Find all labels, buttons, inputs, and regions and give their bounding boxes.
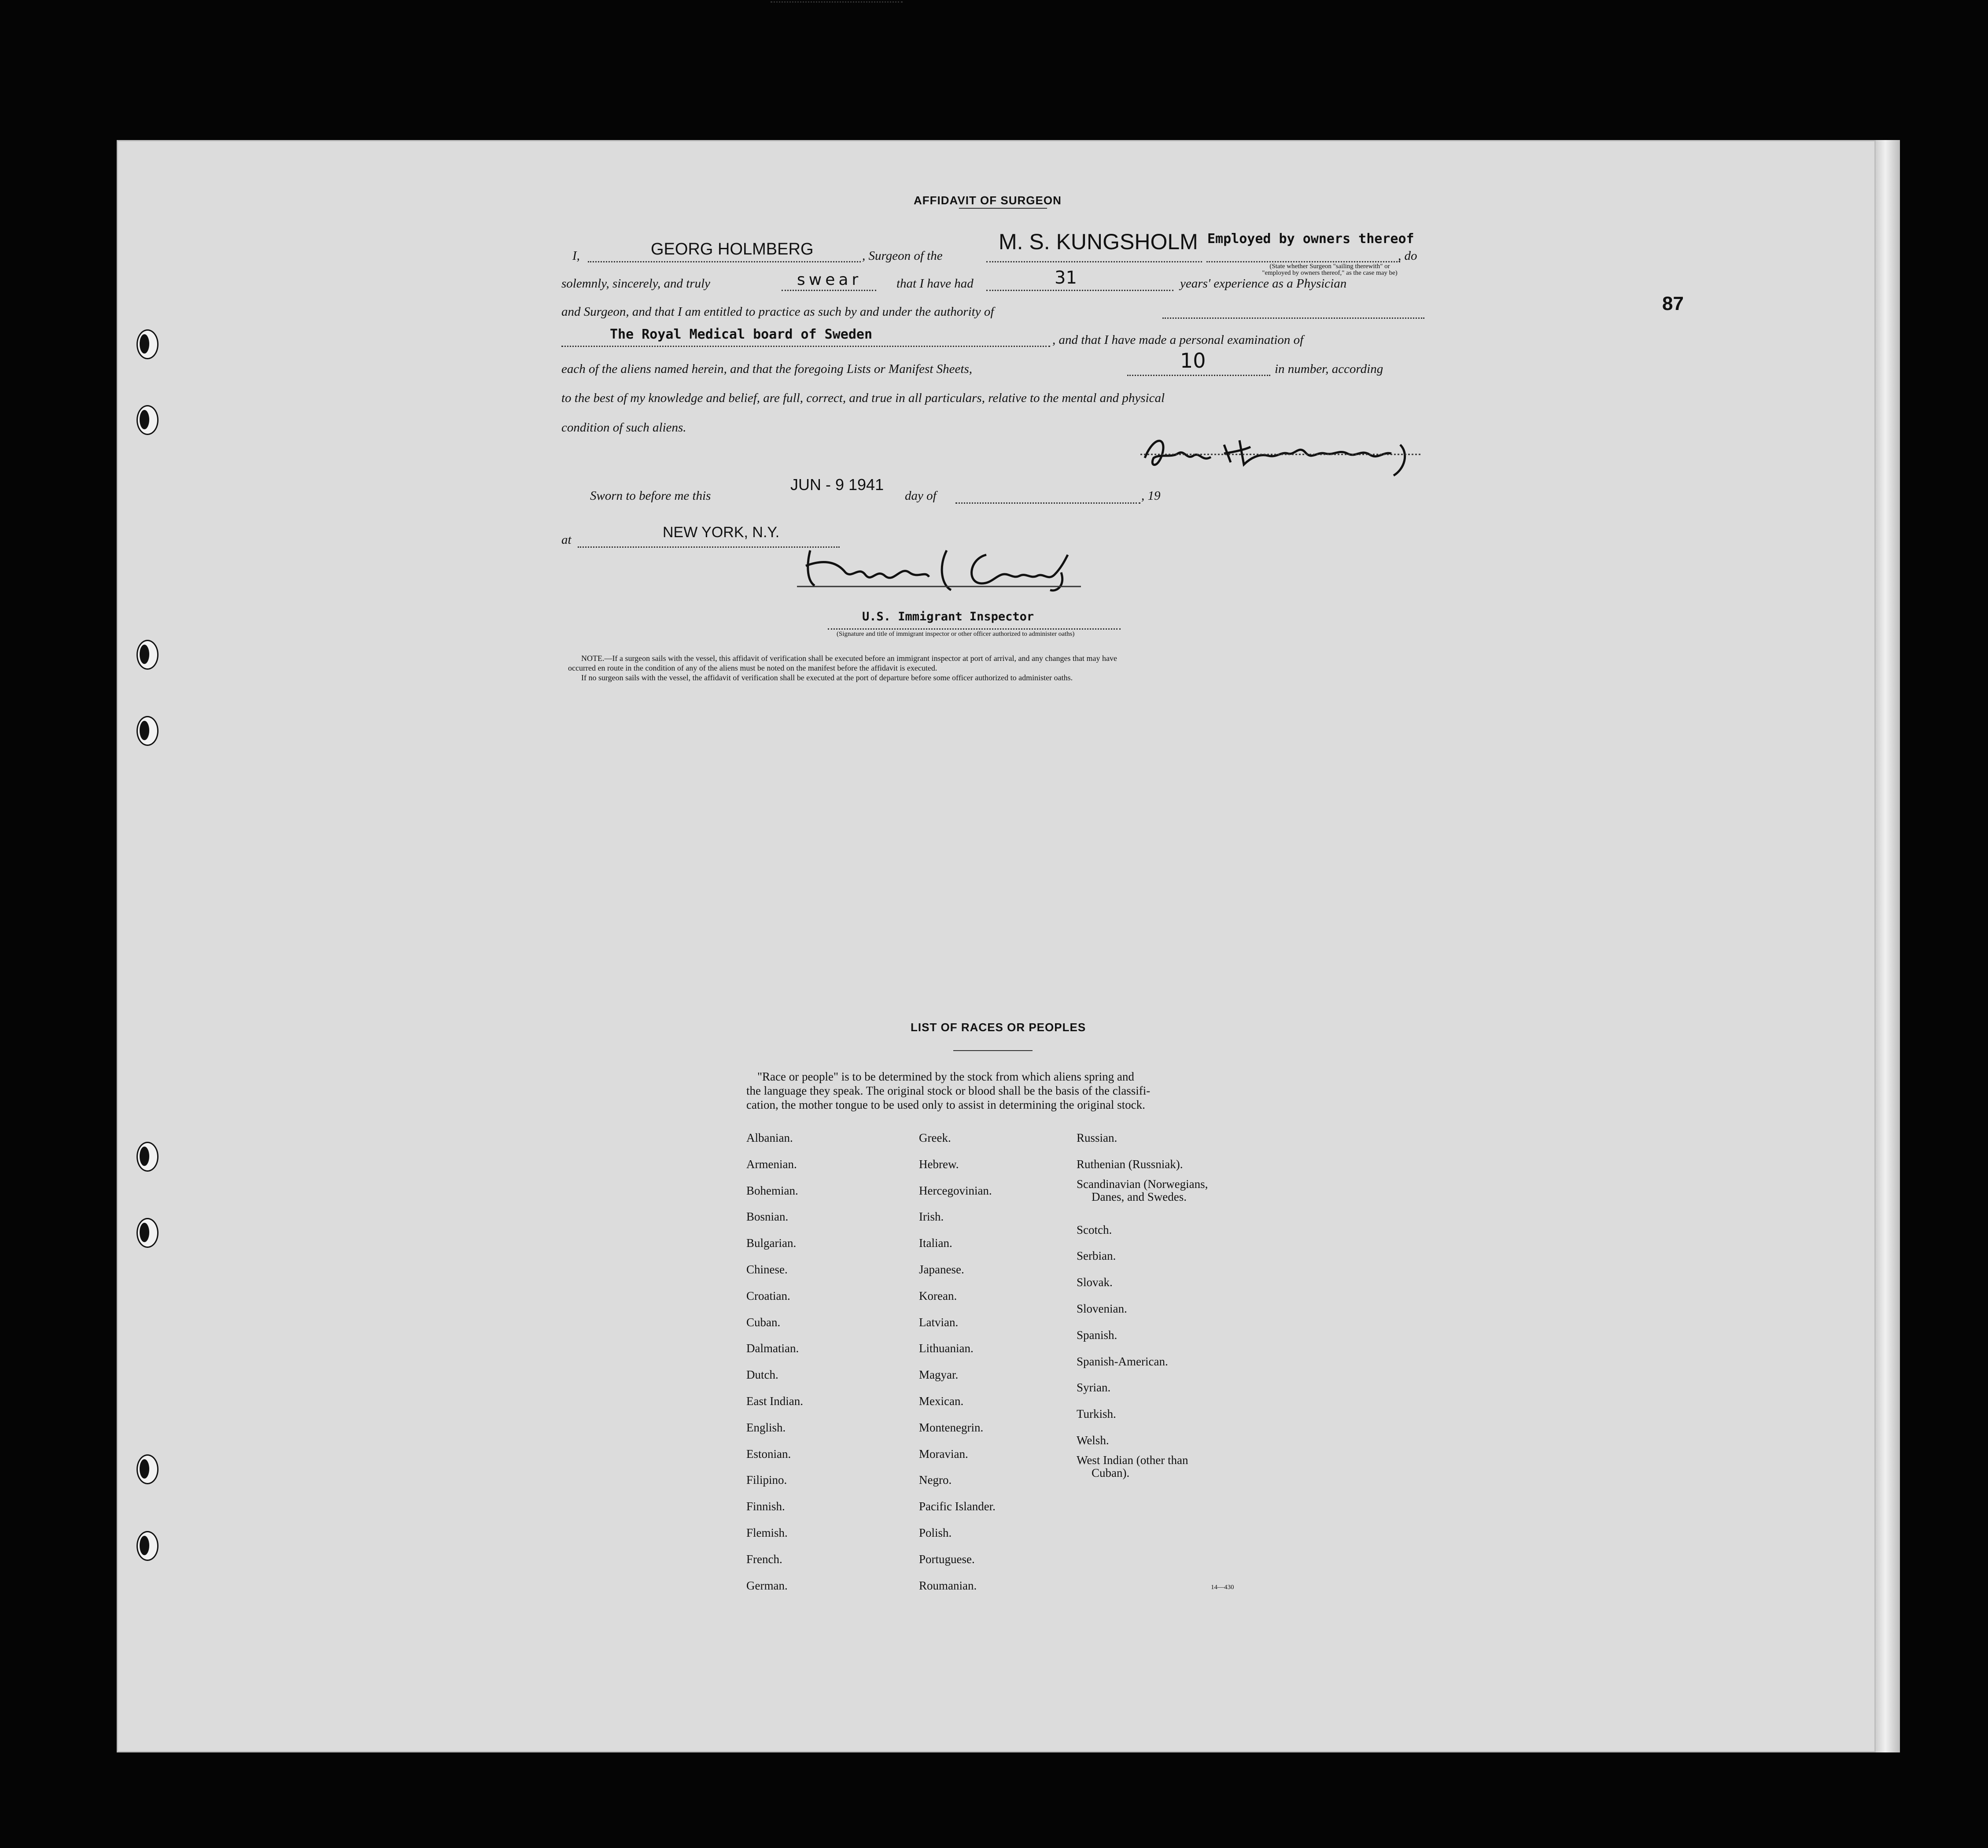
race-item: Portuguese. — [919, 1552, 975, 1566]
races-intro-line-1: "Race or people" is to be determined by the stock from which aliens spring and — [757, 1070, 1134, 1083]
sheet-count: 10 — [1180, 349, 1206, 373]
note-line-3: If no surgeon sails with the vessel, the affidavit of verification shall be executed at the port of departure before some officer authorized to administer oaths. — [581, 673, 1073, 682]
sworn-label: Sworn to before me this — [590, 489, 711, 503]
i-label: I, — [572, 249, 580, 263]
authority-value: The Royal Medical board of Sweden — [610, 327, 873, 342]
month-line — [955, 501, 1140, 504]
races-column-2 — [919, 1125, 996, 1599]
races-intro-line-2: the language they speak. The original stock or blood shall be the basis of the classifi- — [746, 1084, 1151, 1097]
race-item: Irish. — [919, 1210, 944, 1224]
race-item: Japanese. — [919, 1262, 964, 1276]
races-title: LIST OF RACES OR PEOPLES — [911, 1021, 1086, 1034]
surgeon-name: GEORG HOLMBERG — [651, 240, 814, 258]
do-label: , do — [1398, 249, 1417, 263]
line5-start: each of the aliens named herein, and that the foregoing Lists or Manifest Sheets, — [561, 362, 972, 376]
race-item: English. — [746, 1420, 786, 1434]
race-item: Magyar. — [919, 1368, 959, 1382]
location-value: NEW YORK, N.Y. — [663, 524, 780, 541]
race-item: Filipino. — [746, 1473, 787, 1487]
race-item: Cuban. — [746, 1315, 781, 1329]
race-item: Pacific Islander. — [919, 1500, 996, 1513]
punch-hole — [136, 1142, 159, 1172]
line4-end: , and that I have made a personal examination of — [1052, 333, 1304, 347]
line7: condition of such aliens. — [561, 421, 686, 435]
race-item: Roumanian. — [919, 1579, 977, 1592]
race-item: Korean. — [919, 1289, 957, 1302]
races-column-3 — [1077, 1125, 1208, 1479]
punch-hole — [136, 329, 159, 359]
race-item: Finnish. — [746, 1500, 785, 1513]
punch-hole — [136, 716, 159, 746]
race-item: Italian. — [919, 1236, 952, 1250]
sheet-edge — [1876, 140, 1900, 1752]
inspector-title: U.S. Immigrant Inspector — [862, 610, 1034, 623]
race-item: French. — [746, 1552, 782, 1566]
surgeon-signature — [1136, 427, 1427, 480]
punch-hole — [136, 640, 159, 670]
race-item: Welsh. — [1077, 1433, 1109, 1447]
race-item: Flemish. — [746, 1526, 788, 1539]
race-item: Estonian. — [746, 1447, 791, 1461]
surgeon-of-label: , Surgeon of the — [862, 249, 943, 263]
race-item: Syrian. — [1077, 1381, 1111, 1394]
inspector-line — [828, 627, 1121, 630]
race-item — [1077, 1178, 1208, 1217]
authority-line-2 — [561, 344, 1050, 347]
race-item: Bosnian. — [746, 1210, 789, 1224]
inspector-signature — [797, 542, 1083, 594]
line6: to the best of my knowledge and belief, are full, correct, and true in all particulars, relative to the mental and physical — [561, 391, 1165, 405]
race-item: Dalmatian. — [746, 1342, 799, 1355]
punch-hole — [136, 1218, 159, 1248]
race-item-text: West Indian (other than — [1077, 1453, 1188, 1467]
race-item: Moravian. — [919, 1447, 968, 1461]
race-item: Russian. — [1077, 1131, 1118, 1144]
race-item: Latvian. — [919, 1315, 959, 1329]
line5-end: in number, according — [1275, 362, 1383, 376]
at-label: at — [561, 533, 572, 547]
sheets-line — [1127, 373, 1270, 376]
race-item: Mexican. — [919, 1394, 964, 1408]
vessel-name: M. S. KUNGSHOLM — [999, 229, 1198, 254]
inspector-hint: (Signature and title of immigrant inspector or other officer authorized to administer oaths) — [837, 631, 1075, 638]
race-item: Hebrew. — [919, 1157, 959, 1171]
punch-hole — [136, 405, 159, 435]
race-item: Lithuanian. — [919, 1342, 974, 1355]
line2-mid: that I have had — [896, 277, 974, 291]
race-item: Bulgarian. — [746, 1236, 797, 1250]
race-item: Bohemian. — [746, 1184, 798, 1197]
vessel-line — [986, 260, 1202, 262]
sworn-date-line — [771, 0, 903, 3]
race-item — [1077, 1454, 1208, 1479]
sworn-date: JUN - 9 1941 — [790, 476, 884, 494]
races-column-1 — [746, 1125, 803, 1599]
races-title-rule — [953, 1050, 1033, 1051]
race-item: Spanish-American. — [1077, 1354, 1168, 1368]
page-number: 87 — [1662, 293, 1684, 314]
title-rule — [959, 208, 1047, 209]
manifest-sheet — [117, 140, 1876, 1752]
note-line-1: NOTE.—If a surgeon sails with the vessel, this affidavit of verification shall be executed before an immigrant inspector at port of arrival, and any changes that may have — [581, 654, 1117, 663]
name-line — [588, 260, 861, 262]
race-item: Turkish. — [1077, 1407, 1116, 1421]
race-item: Hercegovinian. — [919, 1184, 992, 1197]
line2-end: years' experience as a Physician — [1180, 277, 1347, 291]
race-item: Slovak. — [1077, 1276, 1113, 1289]
oath-word: swear — [797, 271, 862, 289]
race-item-continuation: Cuban). — [1092, 1466, 1130, 1479]
race-item: Albanian. — [746, 1131, 793, 1144]
race-item: Serbian. — [1077, 1249, 1116, 1263]
note-line-2: occurred en route in the condition of any of the aliens must be noted on the manifest before the affidavit is executed. — [568, 664, 937, 672]
race-item: Montenegrin. — [919, 1420, 984, 1434]
race-item: Greek. — [919, 1131, 951, 1144]
affidavit-title: AFFIDAVIT OF SURGEON — [914, 194, 1062, 207]
employment-hint: (State whether Surgeon "sailing therewith" or "employed by owners thereof," as the case may be) — [1262, 263, 1398, 277]
race-item-continuation: Danes, and Swedes. — [1092, 1190, 1187, 1203]
year-label: , 19 — [1141, 489, 1161, 503]
years-line — [986, 288, 1173, 291]
race-item: German. — [746, 1579, 788, 1592]
authority-line-1 — [1162, 316, 1424, 319]
race-item: East Indian. — [746, 1394, 803, 1408]
race-item: Scotch. — [1077, 1223, 1112, 1236]
employment-stamp: Employed by owners thereof — [1207, 231, 1414, 247]
race-item: Dutch. — [746, 1368, 778, 1382]
race-item: Negro. — [919, 1473, 952, 1487]
day-of-label: day of — [905, 489, 937, 503]
race-item: Ruthenian (Russniak). — [1077, 1157, 1183, 1171]
employment-line — [1206, 260, 1400, 262]
race-item: Armenian. — [746, 1157, 797, 1171]
punch-hole — [136, 1454, 159, 1484]
race-item: Polish. — [919, 1526, 952, 1539]
line2-start: solemnly, sincerely, and truly — [561, 277, 711, 291]
race-item-text: Scandinavian (Norwegians, — [1077, 1177, 1208, 1191]
form-number: 14—430 — [1211, 1584, 1234, 1591]
years-value: 31 — [1055, 268, 1077, 288]
punch-hole — [136, 1531, 159, 1561]
race-item: Chinese. — [746, 1262, 788, 1276]
race-item: Spanish. — [1077, 1328, 1118, 1342]
races-intro-line-3: cation, the mother tongue to be used only to assist in determining the original stock. — [746, 1098, 1145, 1111]
race-item: Slovenian. — [1077, 1302, 1127, 1315]
line3: and Surgeon, and that I am entitled to practice as such by and under the authority of — [561, 305, 994, 319]
race-item: Croatian. — [746, 1289, 790, 1302]
